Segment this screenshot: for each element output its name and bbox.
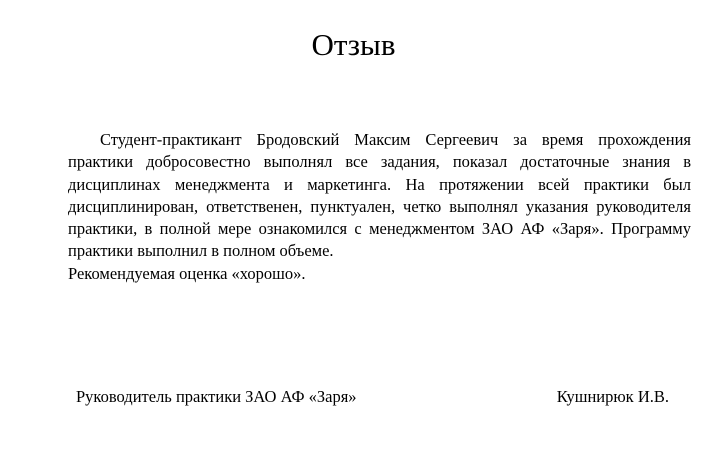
recommended-grade: Рекомендуемая оценка «хорошо». (68, 263, 306, 283)
page-title: Отзыв (311, 27, 396, 62)
supervisor-name: Кушнирюк И.В. (556, 387, 669, 406)
review-body (68, 129, 691, 285)
supervisor-position: Руководитель практики ЗАО АФ «Заря» (76, 387, 357, 406)
review-paragraph: Студент-практикант Бродовский Максим Сергеевич за время прохождения практики добросовестно выполнял все задания, показал достаточные знания в дисциплинах менеджмента и маркетинга. На протяжении всей практики был дисциплинирован, ответственен, пунктуален, четко выполнял указания руководителя практики, в полной мере ознакомился с менеджментом ЗАО АФ «Заря». Программу практики выполнил в полном объеме. (68, 130, 691, 261)
